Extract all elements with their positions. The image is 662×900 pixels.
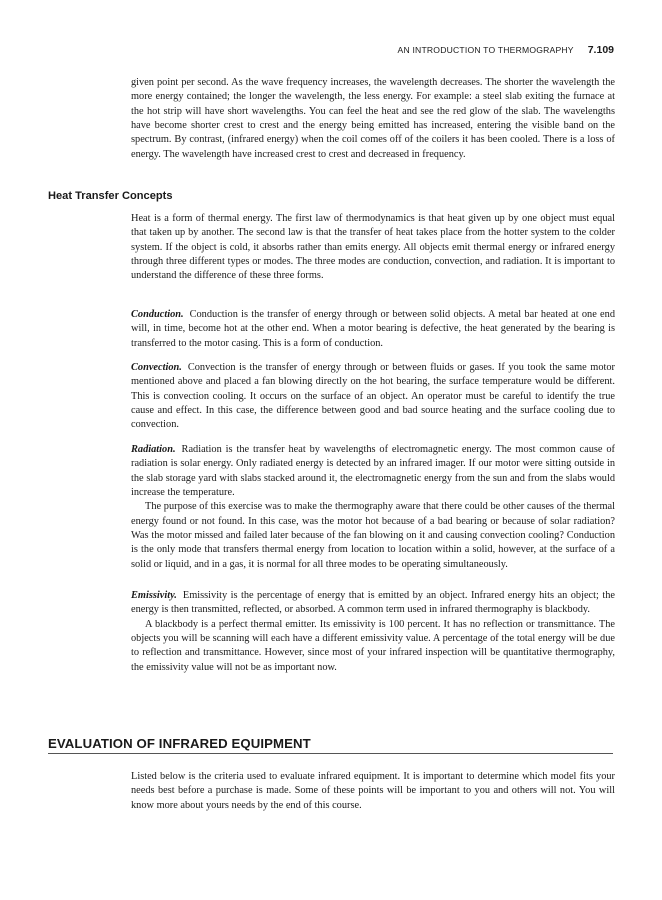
- heat-transfer-heading: Heat Transfer Concepts: [48, 190, 173, 202]
- conduction-block: [131, 308, 615, 351]
- radiation-followup-paragraph: The purpose of this exercise was to make the thermography aware that there could be other causes of the thermal energy found or not found. In this case, was the motor hot because of a bad bearing or because of solar radiation? Was the motor missed and failed later because of the fan blowing on it and causing convection cooling? Conduction is the only mode that transfers thermal energy from location to location within a solid, however, at the surface of a solid or liquid, and in a gas, it is normal for all three modes to be operating simultaneously.: [131, 501, 615, 570]
- convection-paragraph: [131, 361, 615, 433]
- emissivity-block: [131, 589, 615, 675]
- emissivity-paragraph: [131, 589, 615, 618]
- evaluation-heading: EVALUATION OF INFRARED EQUIPMENT: [48, 736, 613, 754]
- radiation-term: Radiation.: [131, 444, 176, 455]
- radiation-text: Radiation is the transfer heat by wavelengths of electromagnetic energy. The most common cause of radiation is solar energy. Only radiated energy is detected by an infrared imager. If our motor were sitting outside in the slab storage yard with slabs stacked around it, the electromagnetic energy from the sun and from the slabs would increase the temperature.: [131, 444, 615, 499]
- intro-paragraph: given point per second. As the wave frequency increases, the wavelength decreases. The shorter the wavelength the more energy contained; the longer the wavelength, the less energy. For example: a steel slab exiting the furnace at the hot strip will have short wavelengths. You can feel the heat and see the red glow of the slab. The wavelengths have become shorter crest to crest and the energy being emitted has increased, entering the visible band on the spectrum. By contrast, (infrared energy) when the coil comes off of the coilers it has been cooled. There is a loss of energy. The wavelength have increased crest to crest and decreased in frequency.: [131, 77, 615, 160]
- page-number: 7.109: [587, 44, 614, 56]
- evaluation-block: [131, 770, 615, 813]
- conduction-text: Conduction is the transfer of energy through or between solid objects. A metal bar heated at one end will, in time, become hot at the other end. When a motor bearing is defective, the heat generated by the bearing is transferred to the motor casing. This is a form of conduction.: [131, 309, 615, 349]
- emissivity-text: Emissivity is the percentage of energy that is emitted by an object. Infrared energy hits an object; the energy is then transmitted, reflected, or absorbed. A common term used in infrared thermography is blackbody.: [131, 590, 615, 616]
- conduction-term: Conduction.: [131, 309, 184, 320]
- conduction-paragraph: [131, 308, 615, 351]
- heat-transfer-block: [131, 212, 615, 284]
- convection-term: Convection.: [131, 362, 182, 373]
- radiation-paragraph: [131, 443, 615, 500]
- radiation-block: [131, 443, 615, 572]
- evaluation-paragraph: Listed below is the criteria used to evaluate infrared equipment. It is important to determine which model fits your needs best before a purchase is made. Some of these points will be important to you and others will not. You will know more about yours needs by the end of this course.: [131, 771, 615, 811]
- convection-block: [131, 361, 615, 433]
- emissivity-followup-paragraph: A blackbody is a perfect thermal emitter. Its emissivity is 100 percent. It has no reflection or transmittance. The objects you will be scanning will each have a different emissivity value. A percentage of the total energy will be due to reflection and transmittance. However, since most of your infrared inspection will be quantitative thermography, the emissivity value will not be as important now.: [131, 618, 615, 673]
- convection-text: Convection is the transfer of energy through or between fluids or gases. If you took the same motor mentioned above and placed a fan blowing directly on the hot bearing, the surface temperature would be different. This is convection cooling. It occurs on the surface of an object. An operator must be careful to identify the true cause and effect. In this case, the difference between good and bad source heating and the surface cooling due to convection.: [131, 362, 615, 431]
- emissivity-term: Emissivity.: [131, 590, 177, 601]
- running-head: [398, 44, 614, 56]
- running-title: AN INTRODUCTION TO THERMOGRAPHY: [397, 45, 574, 55]
- heat-transfer-paragraph: Heat is a form of thermal energy. The first law of thermodynamics is that heat given up by one object must equal that taken up by another. The second law is that the transfer of heat takes place from the hotter system to the colder system. If the object is cold, it absorbs rather than emits energy. All objects emit thermal energy or infrared energy through three different types or modes. The three modes are conduction, convection, and radiation. It is important to understand the difference of these three forms.: [131, 213, 615, 282]
- intro-paragraph-block: [131, 76, 615, 162]
